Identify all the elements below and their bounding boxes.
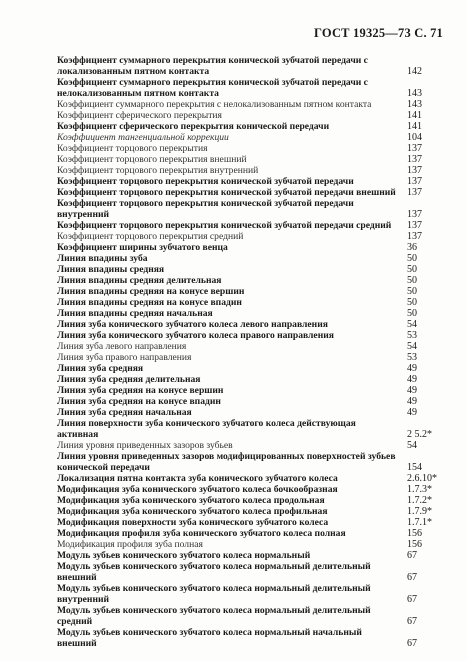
entry-reference: 36 [407,242,417,253]
index-entry [57,220,437,231]
index-entry [57,539,437,550]
entry-term: Линия зуба средняя делительная [57,374,201,385]
page-header: ГОСТ 19325—73 С. 71 [314,26,443,40]
entry-reference: 156 [407,539,422,550]
entry-term: Коэффициент суммарного перекрытия конической зубчатой передачи с нелокализованным пятном контакта [57,77,368,99]
index-entry [57,627,437,649]
entry-term: Коэффициент тангенциальной коррекции [57,132,229,143]
entry-term: Коэффициент торцового перекрытия внутренний [57,165,259,176]
index-entry [57,418,437,440]
entry-reference: 54 [407,440,417,451]
entry-term: Модуль зубьев конического зубчатого колеса нормальный делительный внутренний [57,583,371,605]
entry-reference: 50 [407,253,417,264]
entry-reference: 143 [407,99,422,110]
index-entry [57,55,437,77]
entry-reference: 137 [407,165,422,176]
entry-reference: 143 [407,88,422,99]
entry-term: Коэффициент сферического перекрытия [57,110,222,121]
entry-term: Линия уровня приведенных зазоров модифицированных поверхностей зубьев конической передачи [57,451,396,473]
entry-term: Коэффициент ширины зубчатого венца [57,242,228,253]
entry-term: Линия зуба конического зубчатого колеса правого направления [57,330,334,341]
entry-reference: 1.7.9* [407,506,432,517]
index-entry [57,495,437,506]
entry-term: Линия зуба правого направления [57,352,192,363]
index-entry [57,132,437,143]
entry-term: Модификация профиля зуба полная [57,539,203,550]
index-entry [57,385,437,396]
entry-reference: 67 [407,616,417,627]
entry-term: Коэффициент суммарного перекрытия с нелокализованным пятном контакта [57,99,372,110]
index-entry [57,297,437,308]
entry-term: Модуль зубьев конического зубчатого колеса нормальный [57,550,311,561]
index-entry [57,407,437,418]
entry-reference: 2 5.2* [407,429,432,440]
index-entries [57,55,437,649]
entry-term: Коэффициент торцового перекрытия внешний [57,154,247,165]
index-entry [57,517,437,528]
index-entry [57,451,437,473]
index-entry [57,176,437,187]
index-entry [57,99,437,110]
entry-term: Линия впадины средняя на конусе вершин [57,286,245,297]
entry-reference: 49 [407,407,417,418]
entry-reference: 137 [407,154,422,165]
index-entry [57,110,437,121]
entry-reference: 53 [407,330,417,341]
index-entry [57,484,437,495]
index-entry [57,165,437,176]
entry-term: Линия зуба средняя [57,363,144,374]
entry-reference: 137 [407,220,422,231]
entry-reference: 67 [407,550,417,561]
index-entry [57,330,437,341]
index-entry [57,198,437,220]
entry-reference: 141 [407,121,422,132]
entry-reference: 53 [407,352,417,363]
index-entry [57,363,437,374]
entry-reference: 137 [407,143,422,154]
entry-term: Локализация пятна контакта зуба конического зубчатого колеса [57,473,338,484]
entry-term: Модификация зуба конического зубчатого колеса бочкообразная [57,484,338,495]
entry-term: Модуль зубьев конического зубчатого колеса нормальный начальный внешний [57,627,362,649]
index-entry [57,264,437,275]
index-entry [57,550,437,561]
entry-term: Коэффициент суммарного перекрытия конической зубчатой передачи с локализованным пятном контакта [57,55,368,77]
index-entry [57,231,437,242]
entry-reference: 50 [407,297,417,308]
entry-term: Линия зуба средняя на конусе вершин [57,385,224,396]
entry-term: Линия зуба средняя начальная [57,407,192,418]
index-entry [57,583,437,605]
index-entry [57,242,437,253]
index-entry [57,605,437,627]
entry-term: Модуль зубьев конического зубчатого колеса нормальный делительный средний [57,605,371,627]
entry-term: Коэффициент торцового перекрытия средний [57,231,244,242]
entry-reference: 137 [407,231,422,242]
entry-reference: 1.7.2* [407,495,432,506]
entry-reference: 2.6.10* [407,473,437,484]
entry-reference: 67 [407,638,417,649]
index-entry [57,286,437,297]
index-entry [57,275,437,286]
entry-term: Линия поверхности зуба конического зубчатого колеса действующая активная [57,418,356,440]
entry-reference: 141 [407,110,422,121]
entry-term: Модуль зубьев конического зубчатого колеса нормальный делительный внешний [57,561,371,583]
index-entry [57,121,437,132]
index-entry [57,77,437,99]
entry-reference: 54 [407,319,417,330]
entry-reference: 104 [407,132,422,143]
entry-term: Линия впадины средняя начальная [57,308,213,319]
index-entry [57,308,437,319]
entry-reference: 50 [407,264,417,275]
entry-reference: 1.7.3* [407,484,432,495]
entry-reference: 67 [407,572,417,583]
entry-reference: 67 [407,594,417,605]
index-entry [57,440,437,451]
entry-reference: 50 [407,308,417,319]
index-entry [57,154,437,165]
entry-term: Коэффициент торцового перекрытия конической зубчатой передачи внешний [57,187,396,198]
entry-reference: 49 [407,374,417,385]
entry-term: Линия зуба средняя на конусе впадин [57,396,221,407]
entry-term: Линия впадины зуба [57,253,148,264]
entry-reference: 54 [407,341,417,352]
entry-term: Линия впадины средняя на конусе впадин [57,297,242,308]
entry-term: Линия уровня приведенных зазоров зубьев [57,440,233,451]
entry-term: Линия зуба левого направления [57,341,187,352]
entry-term: Коэффициент торцового перекрытия конической зубчатой передачи внутренний [57,198,354,220]
index-entry [57,253,437,264]
entry-term: Модификация зуба конического зубчатого колеса продольная [57,495,325,506]
entry-term: Линия впадины средняя [57,264,165,275]
entry-term: Коэффициент торцового перекрытия [57,143,208,154]
entry-reference: 137 [407,187,422,198]
entry-term: Коэффициент сферического перекрытия конической передачи [57,121,330,132]
index-entry [57,506,437,517]
entry-reference: 142 [407,66,422,77]
entry-term: Линия зуба конического зубчатого колеса левого направления [57,319,328,330]
entry-reference: 156 [407,528,422,539]
entry-reference: 1.7.1* [407,517,432,528]
entry-reference: 49 [407,396,417,407]
entry-term: Коэффициент торцового перекрытия конической зубчатой передачи [57,176,354,187]
entry-reference: 137 [407,209,422,220]
entry-term: Модификация зуба конического зубчатого колеса профильная [57,506,328,517]
index-entry [57,374,437,385]
index-entry [57,187,437,198]
entry-reference: 50 [407,275,417,286]
index-entry [57,561,437,583]
index-entry [57,341,437,352]
index-entry [57,319,437,330]
entry-reference: 137 [407,176,422,187]
entry-reference: 50 [407,286,417,297]
entry-term: Линия впадины средняя делительная [57,275,222,286]
entry-reference: 49 [407,385,417,396]
index-entry [57,396,437,407]
index-entry [57,473,437,484]
entry-term: Модификация профиля зуба конического зубчатого колеса полная [57,528,346,539]
entry-reference: 154 [407,462,422,473]
entry-term: Коэффициент торцового перекрытия конической зубчатой передачи средний [57,220,392,231]
index-entry [57,352,437,363]
index-entry [57,528,437,539]
entry-term: Модификация поверхности зуба конического зубчатого колеса [57,517,329,528]
index-entry [57,143,437,154]
entry-reference: 49 [407,363,417,374]
